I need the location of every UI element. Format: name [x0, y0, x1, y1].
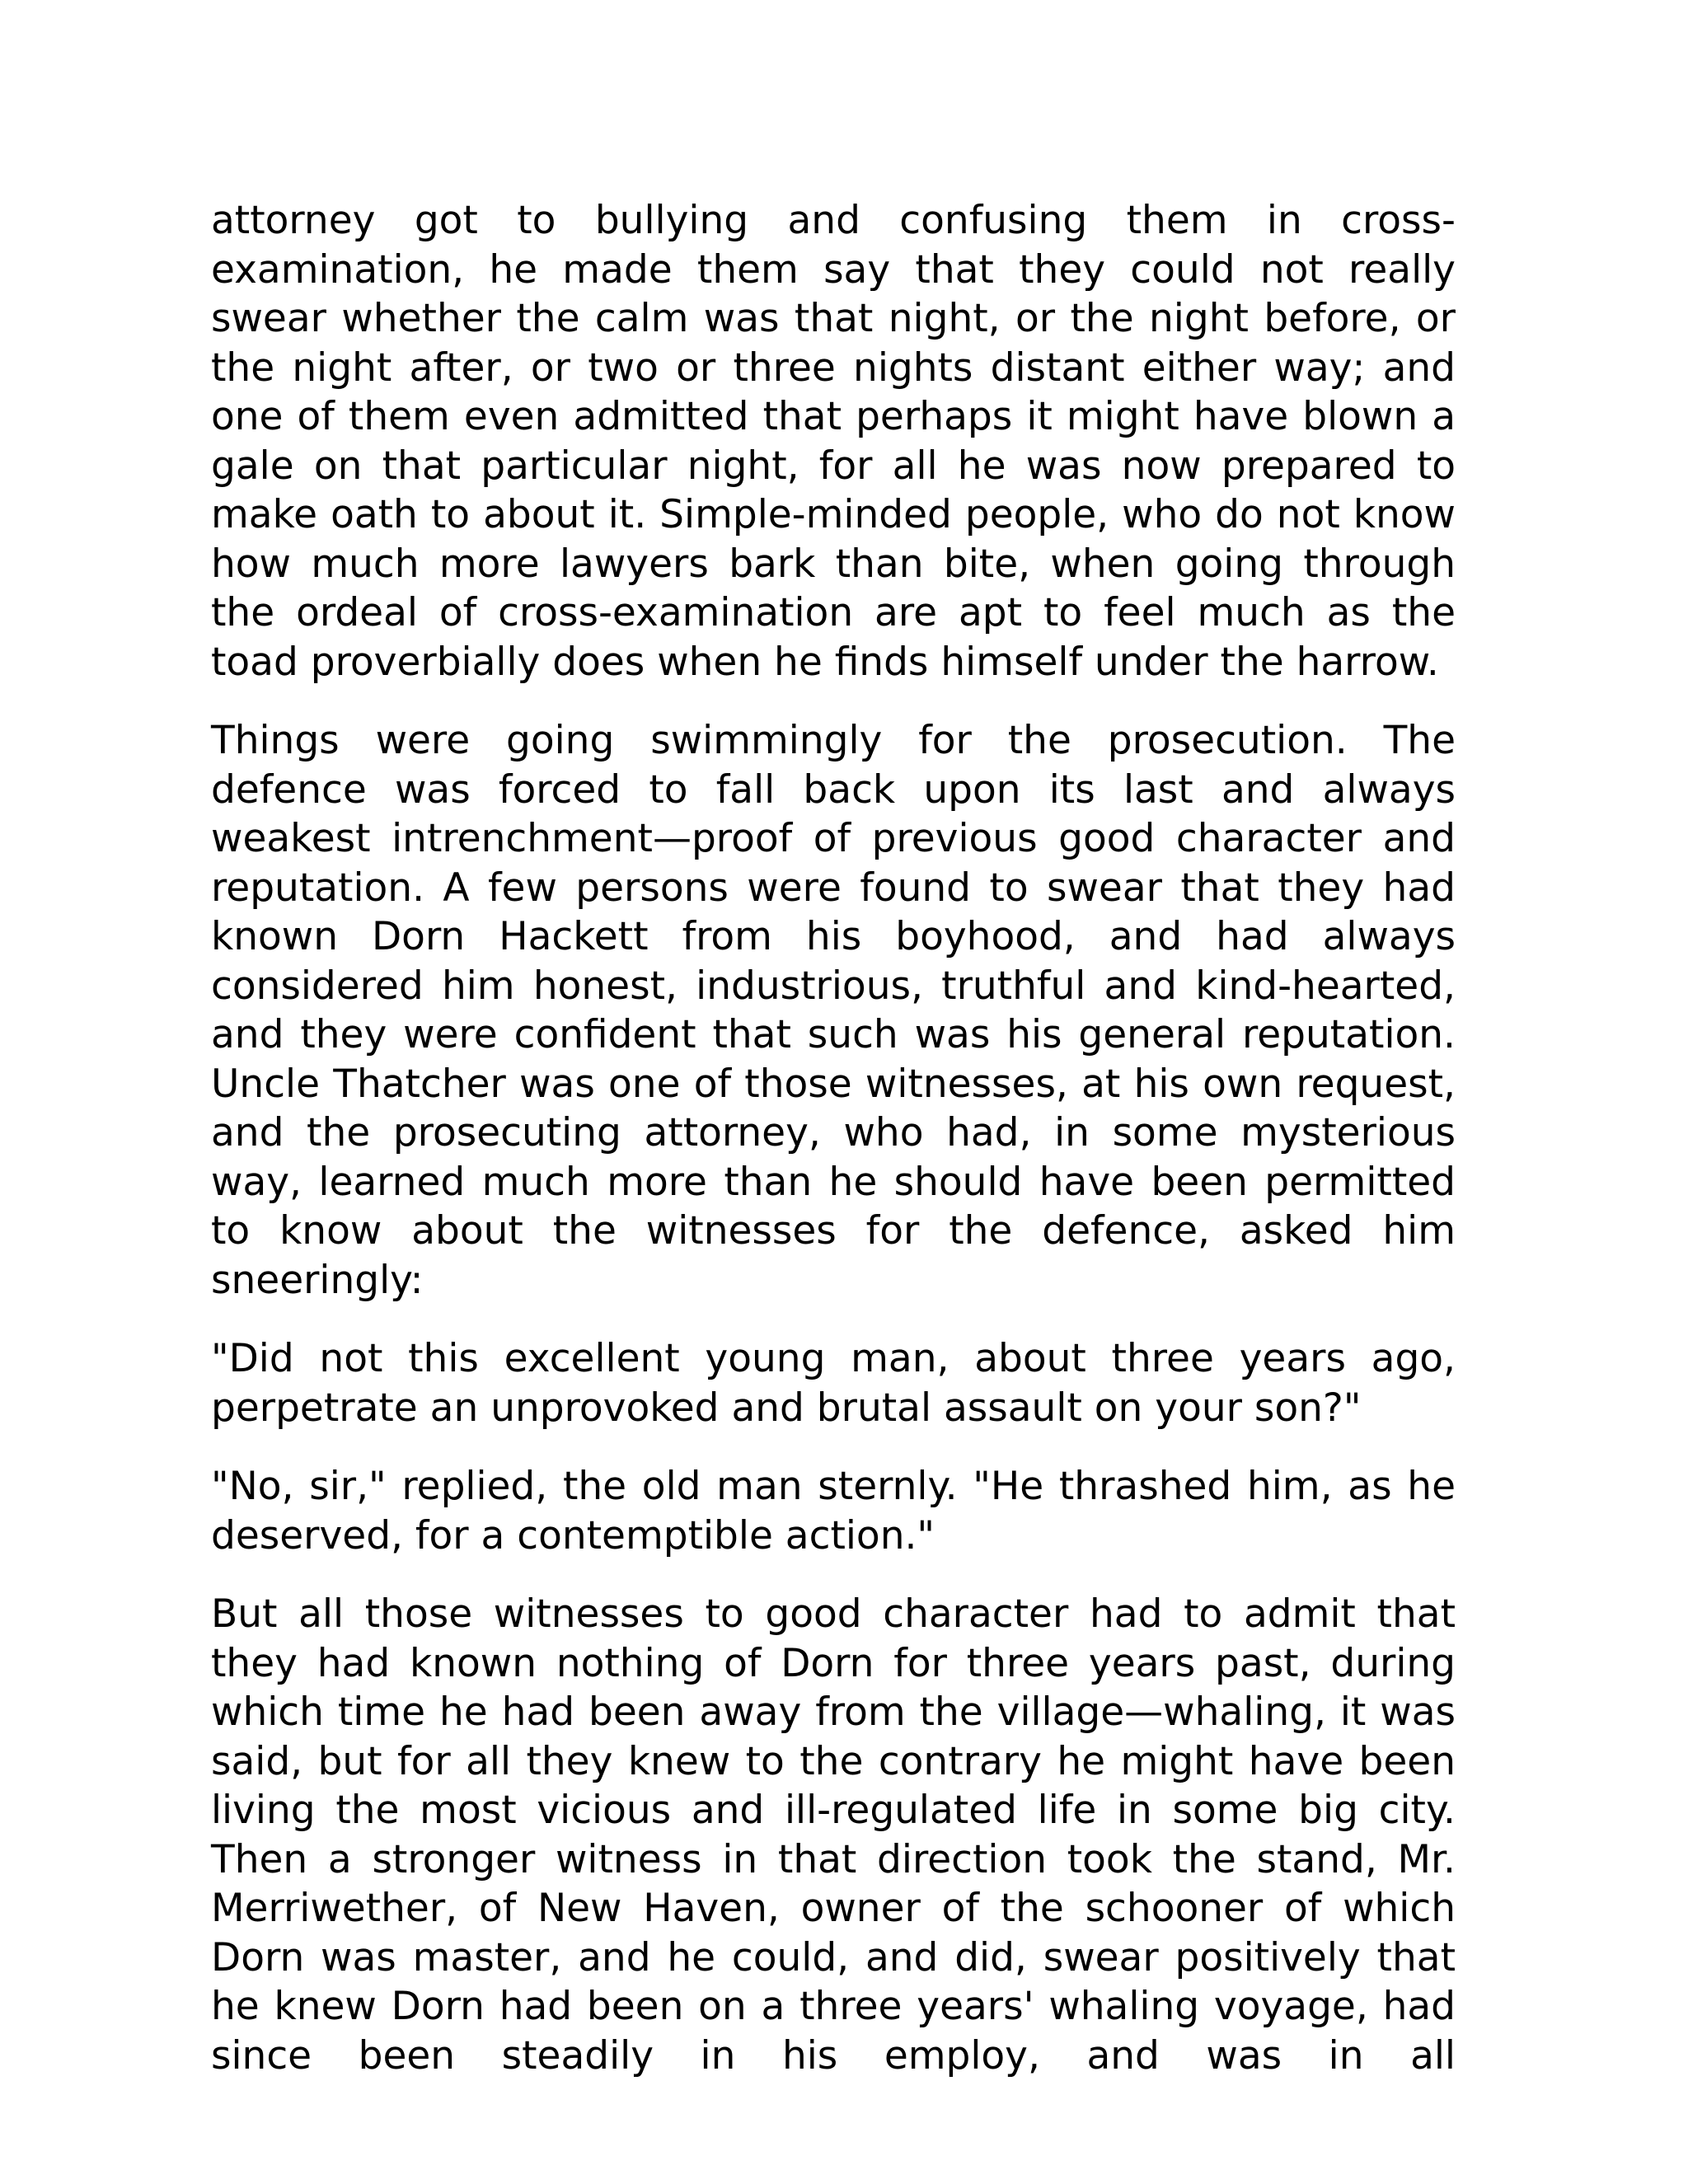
- paragraph-witnesses: But all those witnesses to good character had to admit that they had known nothing of Dorn for three years past, during which time he had been away from the village—whaling, it was said, but for all they knew to the contrary he might have been living the most vicious and ill-regulated life in some big city. Then a stronger witness in that direction took the stand, Mr. Merriwether, of New Haven, owner of the schooner of which Dorn was master, and he could, and did, swear positively that he knew Dorn had been on a three years' whaling voyage, had since been steadily in his employ, and was in all: [211, 1591, 1456, 2079]
- paragraph-answer: "No, sir," replied, the old man sternly. "He thrashed him, as he deserved, for a contemptible action.": [211, 1464, 1456, 1558]
- paragraph-prosecution: Things were going swimmingly for the prosecution. The defence was forced to fall back upon its last and always weakest intrenchment—proof of previous good character and reputation. A few persons were found to swear that they had known Dorn Hackett from his boyhood, and had always considered him honest, industrious, truthful and kind-hearted, and they were confident that such was his general reputation. Uncle Thatcher was one of those witnesses, at his own request, and the prosecuting attorney, who had, in some mysterious way, learned much more than he should have been permitted to know about the witnesses for the defence, asked him sneeringly:: [211, 718, 1456, 1303]
- page-body: [211, 196, 1456, 2110]
- paragraph-cross-examination: attorney got to bullying and confusing them in cross-examination, he made them say that they could not really swear whether the calm was that night, or the night before, or the night after, or two or three nights distant either way; and one of them even admitted that perhaps it might have blown a gale on that particular night, for all he was now prepared to make oath to about it. Simple-minded people, who do not know how much more lawyers bark than bite, when going through the ordeal of cross-examination are apt to feel much as the toad proverbially does when he finds himself under the harrow.: [211, 198, 1456, 685]
- paragraph-question: "Did not this excellent young man, about three years ago, perpetrate an unprovoked and brutal assault on your son?": [211, 1336, 1456, 1431]
